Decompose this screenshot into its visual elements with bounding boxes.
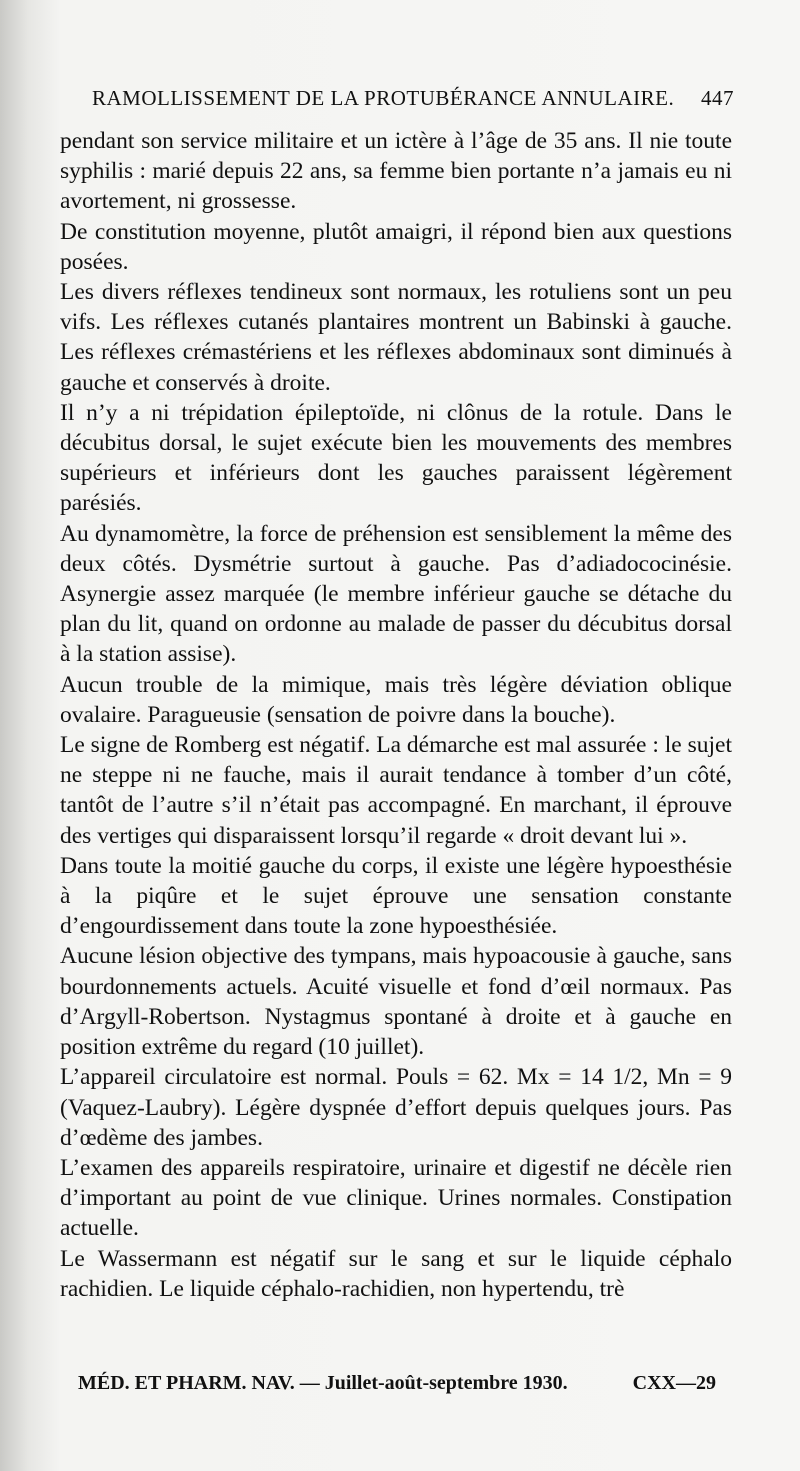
paragraph: pendant son service militaire et un ictère à l’âge de 35 ans. Il nie toute syphilis : marié depuis 22 ans, sa femme bien portante n’a jamais eu ni avortement, ni grossesse. (60, 128, 732, 215)
paragraph: Dans toute la moitié gauche du corps, il existe une légère hypoesthésie à la piqûre et le sujet éprouve une sensation constante d’engourdissement dans toute la zone hypoesthésiée. (60, 852, 732, 940)
running-title: RAMOLLISSEMENT DE LA PROTUBÉRANCE ANNULAIRE. (92, 86, 675, 110)
paragraph: Aucun trouble de la mimique, mais très légère déviation oblique ovalaire. Paragueusie (sensation de poivre dans la bouche). (60, 671, 732, 728)
paragraph: Au dynamomètre, la force de préhension est sensiblement la même des deux côtés. Dysmétrie surtout à gauche. Pas d’adiadococinésie. Asynergie assez marquée (le membre inférieur gauche se détache du plan du lit, quand on ordonne au malade de passer du décubitus dorsal à la station assise). (60, 520, 732, 668)
paragraph: Les divers réflexes tendineux sont normaux, les rotuliens sont un peu vifs. Les réflexes cutanés plantaires montrent un Babinski à gauche. Les réflexes crémastériens et les réflexes abdominaux sont diminués à gauche et conservés à droite. (60, 279, 732, 396)
footer-signature: CXX—29 (632, 1372, 716, 1394)
body-text (60, 126, 732, 1304)
paragraph: Il n’y a ni trépidation épileptoïde, ni clônus de la rotule. Dans le décubitus dorsal, le sujet exécute bien les mouvements des membres supérieurs et inférieurs dont les gauches paraissent légèrement parésiés. (60, 399, 732, 517)
paragraph: L’appareil circulatoire est normal. Pouls = 62. Mx = 14 1/2, Mn = 9 (Vaquez-Laubry). Légère dyspnée d’effort depuis quelques jours. Pas d’œdème des jambes. (60, 1064, 732, 1151)
paragraph: Le signe de Romberg est négatif. La démarche est mal assurée : le sujet ne steppe ni ne fauche, mais il aurait tendance à tomber d’un côté, tantôt de l’autre s’il n’était pas accompagné. En marchant, il éprouve des vertiges qui disparaissent lorsqu’il regarde « droit devant lui ». (60, 732, 732, 849)
running-header (92, 86, 734, 111)
page-footer (78, 1372, 716, 1395)
paragraph: De constitution moyenne, plutôt amaigri, il répond bien aux questions posées. (60, 218, 732, 275)
paragraph: Le Wassermann est négatif sur le sang et sur le liquide céphalo rachidien. Le liquide céphalo-rachidien, non hypertendu, trè (60, 1245, 732, 1302)
paragraph: L’examen des appareils respiratoire, urinaire et digestif ne décèle rien d’important au point de vue clinique. Urines normales. Constipation actuelle. (60, 1154, 732, 1242)
page-number: 447 (701, 86, 734, 110)
paragraph: Aucune lésion objective des tympans, mais hypoacousie à gauche, sans bourdonnements actuels. Acuité visuelle et fond d’œil normaux. Pas d’Argyll-Robertson. Nystagmus spontané à droite et à gauche en position extrême du regard (10 juillet). (60, 943, 732, 1061)
footer-journal: MÉD. ET PHARM. NAV. — Juillet-août-septembre 1930. (78, 1372, 568, 1394)
